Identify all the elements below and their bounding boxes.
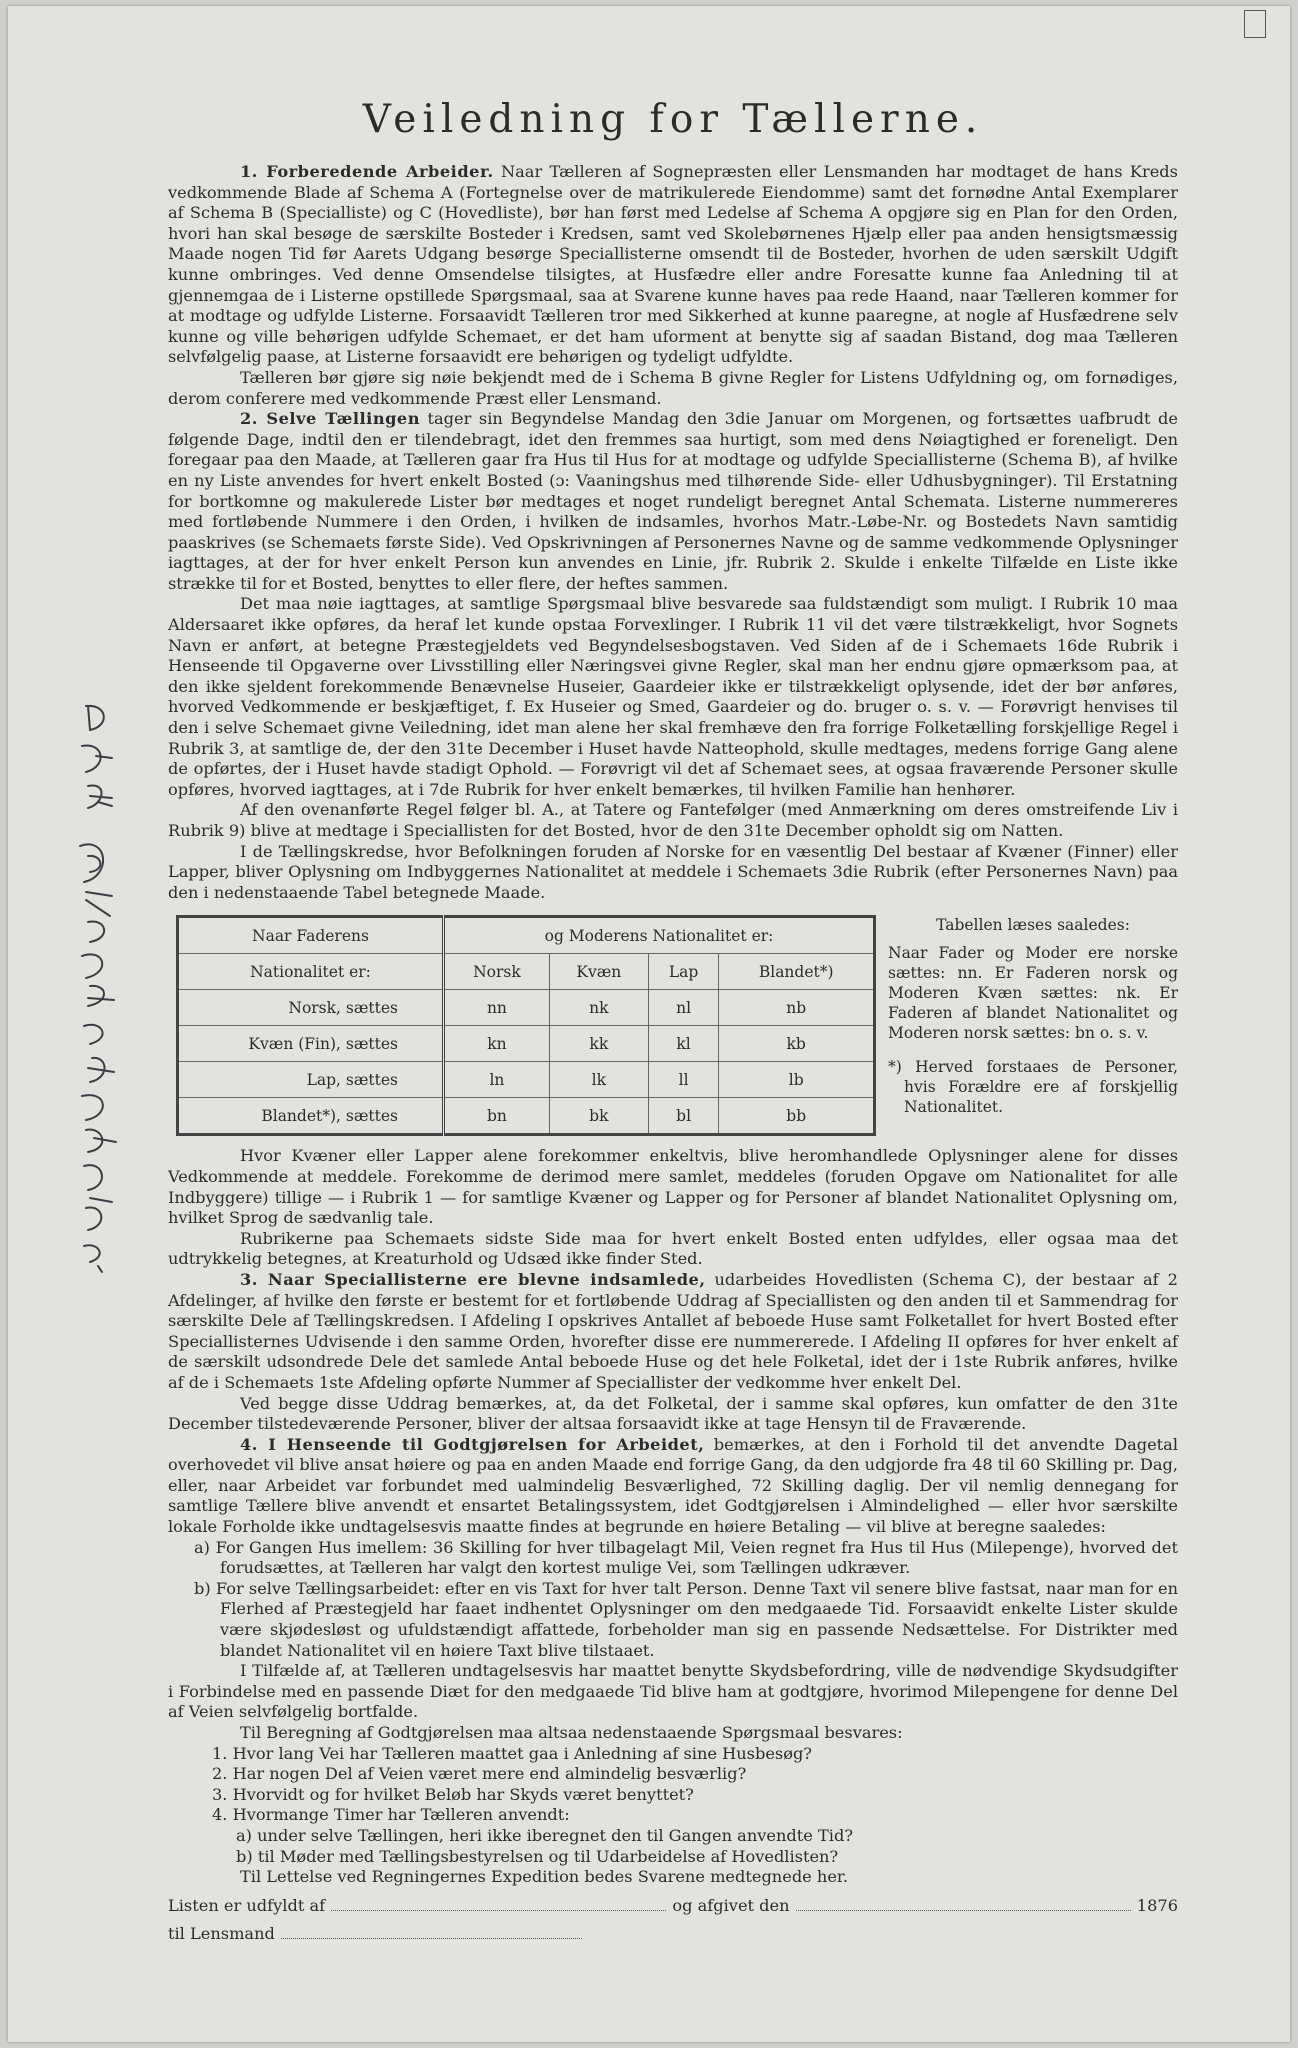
lensmand-label: til Lensmand [168, 1924, 275, 1944]
section-4-text: bemærkes, at den i Forhold til det anvendte Dagetal overhovedet vil blive ansat høiere og paa en anden Maade end forrige Gang, da den udgjorde fra 48 til 60 Skilling pr. Dag, eller, naar Arbeidet var forbundet med ualmindelig Besværlighed, 72 Skilling daglig. Der vil nemlig dennegang for samtlige Tællere blive anvendt et ensartet Betalingssystem, idet Godtgjørelsen i Almindelighed — eller hvor særskilte lokale Forholde ikke undtagelsesvis maatte findes at begrunde en høiere Betaling — vil blive at beregne saaledes: [168, 1434, 1178, 1537]
table-row [178, 1098, 875, 1135]
table-cell: bk [549, 1098, 648, 1135]
table-cell: kb [719, 1026, 875, 1062]
submitted-label: og afgivet den [672, 1895, 790, 1915]
section-2-paragraph-3: Af den ovenanførte Regel følger bl. A., at Tatere og Fantefølger (med Anmærkning om deres omstreifende Liv i Rubrik 9) blive at medtage i Speciallisten for det Bosted, hvor de den 31te December opholdt sig om Natten. [168, 800, 1178, 840]
table-header-mother: og Moderens Nationalitet er: [444, 917, 875, 954]
question-1: 1. Hvor lang Vei har Tælleren maattet gaa i Anledning af sine Husbesøg? [212, 1743, 812, 1763]
document-page [8, 6, 1290, 2042]
section-2-paragraph-4: I de Tællingskredse, hvor Befolkningen foruden af Norske for en væsentlig Del bestaar af Kvæner (Finner) eller Lapper, bliver Oplysning om Indbyggernes Nationalitet at meddele i Schemaets 3die Rubrik (efter Personernes Navn) paa den i nedenstaaende Tabel betegnede Maade. [168, 841, 1178, 902]
section-2 [168, 409, 1178, 594]
section-4-paragraph-2: I Tilfælde af, at Tælleren undtagelsesvis har maattet benytte Skydsbefordring, ville de nødvendige Skydsudgifter i Forbindelse med en passende Diæt for den medgaaede Tid blive ham at godtgjøre, hvorimod Milepengene for denne Del af Veien selvfølgelig bortfalde. [168, 1661, 1178, 1722]
section-1 [168, 162, 1178, 368]
table-cell: bl [648, 1098, 719, 1135]
page-title: Veiledning for Tællerne. [362, 97, 984, 142]
section-3-paragraph-2: Ved begge disse Uddrag bemærkes, at, da det Folketal, der i samme skal opføres, kun omfatter de den 31te December tilstedeværende Personer, bliver der altsaa forsaavidt ikke at tage Hensyn til de Fraværende. [168, 1393, 1178, 1434]
section-4-item-a: a) For Gangen Hus imellem: 36 Skilling for hver tilbagelagt Mil, Veien regnet fra Hus til Hus (Milepenge), hvorved det forudsættes, at Tælleren har valgt den kortest mulige Vei, som Tællingen udkræver. [194, 1537, 1178, 1578]
explanation-footnote: *) Herved forstaaes de Personer, hvis Forældre ere af forskjellig Nationalitet. [888, 1058, 1178, 1117]
nationality-table [176, 915, 876, 1136]
column-header: Lap [648, 954, 719, 990]
table-cell: nl [648, 990, 719, 1026]
question-4a: a) under selve Tællingen, heri ikke iberegnet den til Gangen anvendte Tid? [236, 1825, 854, 1845]
table-cell: lb [719, 1062, 875, 1098]
completed-by-line [168, 1896, 1178, 1917]
table-row [178, 1062, 875, 1098]
section-3-heading: 3. Naar Speciallisterne ere blevne indsamlede, [240, 1269, 706, 1289]
table-cell: kl [648, 1026, 719, 1062]
handwritten-margin-note [68, 686, 128, 1276]
section-4-item-b: b) For selve Tællingsarbeidet: efter en vis Taxt for hver talt Person. Denne Taxt vil senere blive fastsat, naar man for en Flerhed af Præstegjeld har faaet indhentet Oplysninger om den medgaaede Tid. Forsaavidt enkelte Lister skulde være skjødesløst og ufuldstændigt affattede, forbeholder man sig en passende Nedsættelse. For Distrikter med blandet Nationalitet vil en høiere Taxt blive tilstaaet. [194, 1578, 1178, 1660]
section-2-heading: 2. Selve Tællingen [240, 409, 420, 429]
row-label: Norsk, sættes [178, 990, 444, 1026]
section-4 [168, 1435, 1178, 1538]
section-1-heading: 1. Forberedende Arbeider. [240, 162, 494, 181]
lensmand-field[interactable] [281, 1938, 582, 1939]
year-label: 1876 [1136, 1895, 1178, 1915]
question-2: 2. Har nogen Del af Veien været mere end almindelig besværlig? [212, 1764, 747, 1784]
section-3 [168, 1270, 1178, 1394]
section-2b-paragraph-1: Hvor Kvæner eller Lapper alene forekommer enkeltvis, blive heromhandlede Oplysninger alene for disses Vedkommende at meddele. Forekomme de derimod mere samlet, meddeles (foruden Opgave om Nationalitet for alle Indbyggere) tillige — i Rubrik 1 — for samtlige Kvæner og Lapper og for Personer af blandet Nationalitet Oplysning om, hvilket Sprog de sædvanlig tale. [168, 1146, 1178, 1228]
table-cell: nn [444, 990, 550, 1026]
row-label: Kvæn (Fin), sættes [178, 1026, 444, 1062]
column-header: Norsk [444, 954, 550, 990]
table-cell: nk [549, 990, 648, 1026]
document-content [168, 78, 1178, 1945]
table-header-nationality: Nationalitet er: [178, 954, 444, 990]
lensmand-line [168, 1924, 588, 1945]
explanation-heading: Tabellen læses saaledes: [936, 916, 1130, 935]
section-2b-paragraph-2: Rubrikerne paa Schemaets sidste Side maa for hvert enkelt Bosted enten udfyldes, eller ogsaa maa det udtrykkelig betegnes, at Kreaturhold og Udsæd ikke finder Sted. [168, 1228, 1178, 1269]
section-4-paragraph-4: Til Lettelse ved Regningernes Expedition bedes Svarene medtegnede her. [240, 1867, 849, 1887]
submitted-date-field[interactable] [796, 1910, 1131, 1911]
table-explanation [888, 915, 1178, 1117]
table-row [178, 990, 875, 1026]
column-header: Kvæn [549, 954, 648, 990]
nationality-area [176, 915, 1178, 1136]
section-2-text: tager sin Begyndelse Mandag den 3die Januar om Morgenen, og fortsættes uafbrudt de følgende Dage, indtil den er tilendebragt, idet den fremmes saa hurtigt, som med dens Nøiagtighed er foreneligt. Den foregaar paa den Maade, at Tælleren gaar fra Hus til Hus for at modtage og udfylde Speciallisterne (Schema B), af hvilke en ny Liste anvendes for hvert enkelt Bosted (ɔ: Vaaningshus med tilhørende Side- eller Udhusbygninger). Til Erstatning for bortkomne og makulerede Lister bør medtages et noget rundeligt beregnet Antal Schemata. Listerne nummereres med fortløbende Nummere i den Orden, i hvilken de indsamles, hvorhos Matr.-Løbe-Nr. og Bostedets Navn samtidig paaskrives (se Schemaets første Side). Ved Opskrivningen af Personernes Navne og de samme vedkommende Oplysninger iagttages, at der for hver enkelt Person kun anvendes en Linie, jfr. Rubrik 2. Skulde i enkelte Tilfælde en Liste ikke strække til for et Bosted, benyttes to eller flere, der heftes sammen. [168, 409, 1178, 593]
completed-by-label: Listen er udfyldt af [168, 1895, 326, 1915]
table-cell: ln [444, 1062, 550, 1098]
table-cell: nb [719, 990, 875, 1026]
completed-by-field[interactable] [331, 1910, 666, 1911]
section-1-text: Naar Tælleren af Sognepræsten eller Lensmanden har modtaget de hans Kreds vedkommende Blade af Schema A (Fortegnelse over de matrikulerede Eiendomme) samt det fornødne Antal Exemplarer af Schema B (Specialliste) og C (Hovedliste), bør han først med Ledelse af Schema A opgjøre sig en Plan for den Orden, hvori han skal besøge de særskilte Bosteder i Kredsen, samt ved Skolebørnenes Hjælp eller paa anden hensigtsmæssig Maade nogen Tid før Aarets Udgang besørge Speciallisterne omsendt til de Bosteder, hvorhen de uden særskilt Udgift kunne ombringes. Ved denne Omsendelse tilsigtes, at Husfædre eller andre Foresatte kunne faa Anledning til at gjennemgaa de i Listerne opstillede Spørgsmaal, saa at Svarene kunne haves paa rede Haand, naar Tælleren kommer for at modtage og udfylde Listerne. Forsaavidt Tælleren tror med Sikkerhed at kunne paaregne, at nogle af Husfædrene selv kunne og ville behørigen udfylde Schemaet, er det ham uforment at benytte sig af saadan Bistand, dog maa Tælleren selvfølgelig paase, at Listerne forsaavidt ere behørigen og tydeligt udfyldte. [168, 162, 1178, 367]
explanation-text: Naar Fader og Moder ere norske sættes: nn. Er Faderen norsk og Moderen Kvæn sættes: nk. Er Faderen af blandet Nationalitet og Moderen norsk sættes: bn o. s. v. [888, 944, 1178, 1043]
question-4: 4. Hvormange Timer har Tælleren anvendt: [212, 1805, 570, 1825]
row-label: Blandet*), sættes [178, 1098, 444, 1135]
table-header-father: Naar Faderens [178, 917, 444, 954]
section-4-heading: 4. I Henseende til Godtgjørelsen for Arbeidet, [240, 1434, 705, 1454]
table-cell: kk [549, 1026, 648, 1062]
table-cell: bn [444, 1098, 550, 1135]
table-cell: ll [648, 1062, 719, 1098]
question-3: 3. Hvorvidt og for hvilket Beløb har Skyds været benyttet? [212, 1784, 694, 1804]
section-3-text: udarbeides Hovedlisten (Schema C), der bestaar af 2 Afdelinger, af hvilke den første er bestemt for et fortløbende Uddrag af Speciallisten og den anden til et Sammendrag for særskilte Dele af Tællingskredsen. I Afdeling I opskrives Antallet af beboede Huse samt Folketallet for hvert Bosted efter Speciallisternes Udvisende i den samme Orden, hvorefter disse ere nummererede. I Afdeling II opføres for hver enkelt af de særskilt udsondrede Dele det samlede Antal beboede Huse og det hele Folketal, idet der i 1ste Rubrik anføres, hvilke af de i Schemaets 1ste Afdeling opførte Nummer af Speciallister der vedkomme hver enkelt Del. [168, 1269, 1178, 1392]
question-4b: b) til Møder med Tællingsbestyrelsen og til Udarbeidelse af Hovedlisten? [236, 1846, 839, 1866]
table-cell: bb [719, 1098, 875, 1135]
section-4-paragraph-3: Til Beregning af Godtgjørelsen maa altsaa nedenstaaende Spørgsmaal besvares: [240, 1723, 903, 1742]
section-2-paragraph-2: Det maa nøie iagttages, at samtlige Spørgsmaal blive besvarede saa fuldstændigt som muligt. I Rubrik 10 maa Aldersaaret ikke opføres, da heraf let kunde opstaa Forvexlinger. I Rubrik 11 vil det være tilstrækkeligt, hvor Sognets Navn er anført, at betegne Præstegjeldets ved Begyndelsesbogstaven. Ved Siden af de i Schemaets 16de Rubrik i Henseende til Opgaverne over Livsstilling eller Næringsvei givne Regler, skal man her endnu gjøre opmærksom paa, at den ikke sjeldent forekommende Benævnelse Huseier, Gaardeier ikke er tilstrækkeligt oplysende, idet der bør anføres, hvorved Vedkommende er beskjæftiget, f. Ex Huseier og Smed, Gaardeier og do. bruger o. s. v. — Forøvrigt henvises til den i selve Schemaet givne Veiledning, idet man alene her skal fremhæve den fra forrige Folketælling forskjellige Regel i Rubrik 3, at samtlige de, der den 31te December i Huset havde Natteophold, skulle medtages, medens forrige Gang alene de opførtes, der i Huset havde stadigt Ophold. — Forøvrigt vil det af Schemaet sees, at ogsaa fraværende Personer skulle opføres, hvorved iagttages, at i 7de Rubrik for hver enkelt bemærkes, til hvilken Familie han henhører. [168, 594, 1178, 799]
row-label: Lap, sættes [178, 1062, 444, 1098]
table-row [178, 1026, 875, 1062]
section-1-text-2: Tælleren bør gjøre sig nøie bekjendt med de i Schema B givne Regler for Listens Udfyldning og, om fornødiges, derom conferere med vedkommende Præst eller Lensmand. [168, 367, 1178, 408]
table-cell: lk [549, 1062, 648, 1098]
table-cell: kn [444, 1026, 550, 1062]
column-header: Blandet*) [719, 954, 875, 990]
corner-stamp [1244, 10, 1266, 38]
